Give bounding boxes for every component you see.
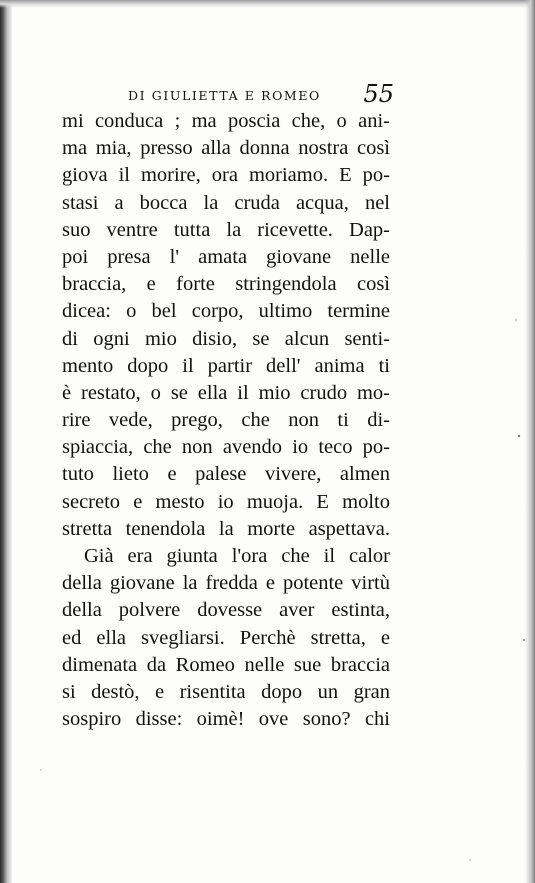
text-line: è restato, o se ella il mio crudo mo- xyxy=(62,381,390,404)
running-head xyxy=(128,80,398,110)
text-line: suo ventre tutta la ricevette. Dap- xyxy=(62,218,390,241)
running-head-title: DI GIULIETTA E ROMEO xyxy=(128,88,321,103)
paragraph-start-line: Già era giunta l'ora che il calor xyxy=(84,545,390,567)
text-line: si destò, e risentita dopo un gran xyxy=(62,680,390,703)
text-line: secreto e mesto io muoja. E molto xyxy=(62,490,390,513)
text-line: della polvere dovesse aver estinta, xyxy=(62,599,390,622)
text-line: poi presa l' amata giovane nelle xyxy=(62,245,390,268)
text-line: rire vede, prego, che non ti di- xyxy=(62,409,390,432)
text-line: mi conduca ; ma poscia che, o ani- xyxy=(62,110,390,132)
text-line: sospiro disse: oimè! ove sono? chi xyxy=(62,708,390,731)
text-line: ed ella svegliarsi. Perchè stretta, e xyxy=(62,626,390,649)
text-line: spiaccia, che non avendo io teco po- xyxy=(62,436,390,459)
text-line: di ogni mio disio, se alcun senti- xyxy=(62,327,390,350)
text-line: della giovane la fredda e potente virtù xyxy=(62,572,390,595)
text-line: dimenata da Romeo nelle sue braccia xyxy=(62,653,390,676)
page-number: 55 xyxy=(363,80,394,108)
text-line: giova il morire, ora moriamo. E po- xyxy=(62,164,390,187)
text-line: dicea: o bel corpo, ultimo termine xyxy=(62,300,390,323)
text-line: tuto lieto e palese vivere, almen xyxy=(62,463,390,486)
text-line: ma mia, presso alla donna nostra così xyxy=(62,137,390,160)
paragraph-end-line: stretta tenendola la morte aspettava. xyxy=(62,517,390,540)
body-text xyxy=(62,108,390,733)
text-line: stasi a bocca la cruda acqua, nel xyxy=(62,191,390,214)
text-line: mento dopo il partir dell' anima ti xyxy=(62,354,390,377)
text-line: braccia, e forte stringendola così xyxy=(62,273,390,296)
